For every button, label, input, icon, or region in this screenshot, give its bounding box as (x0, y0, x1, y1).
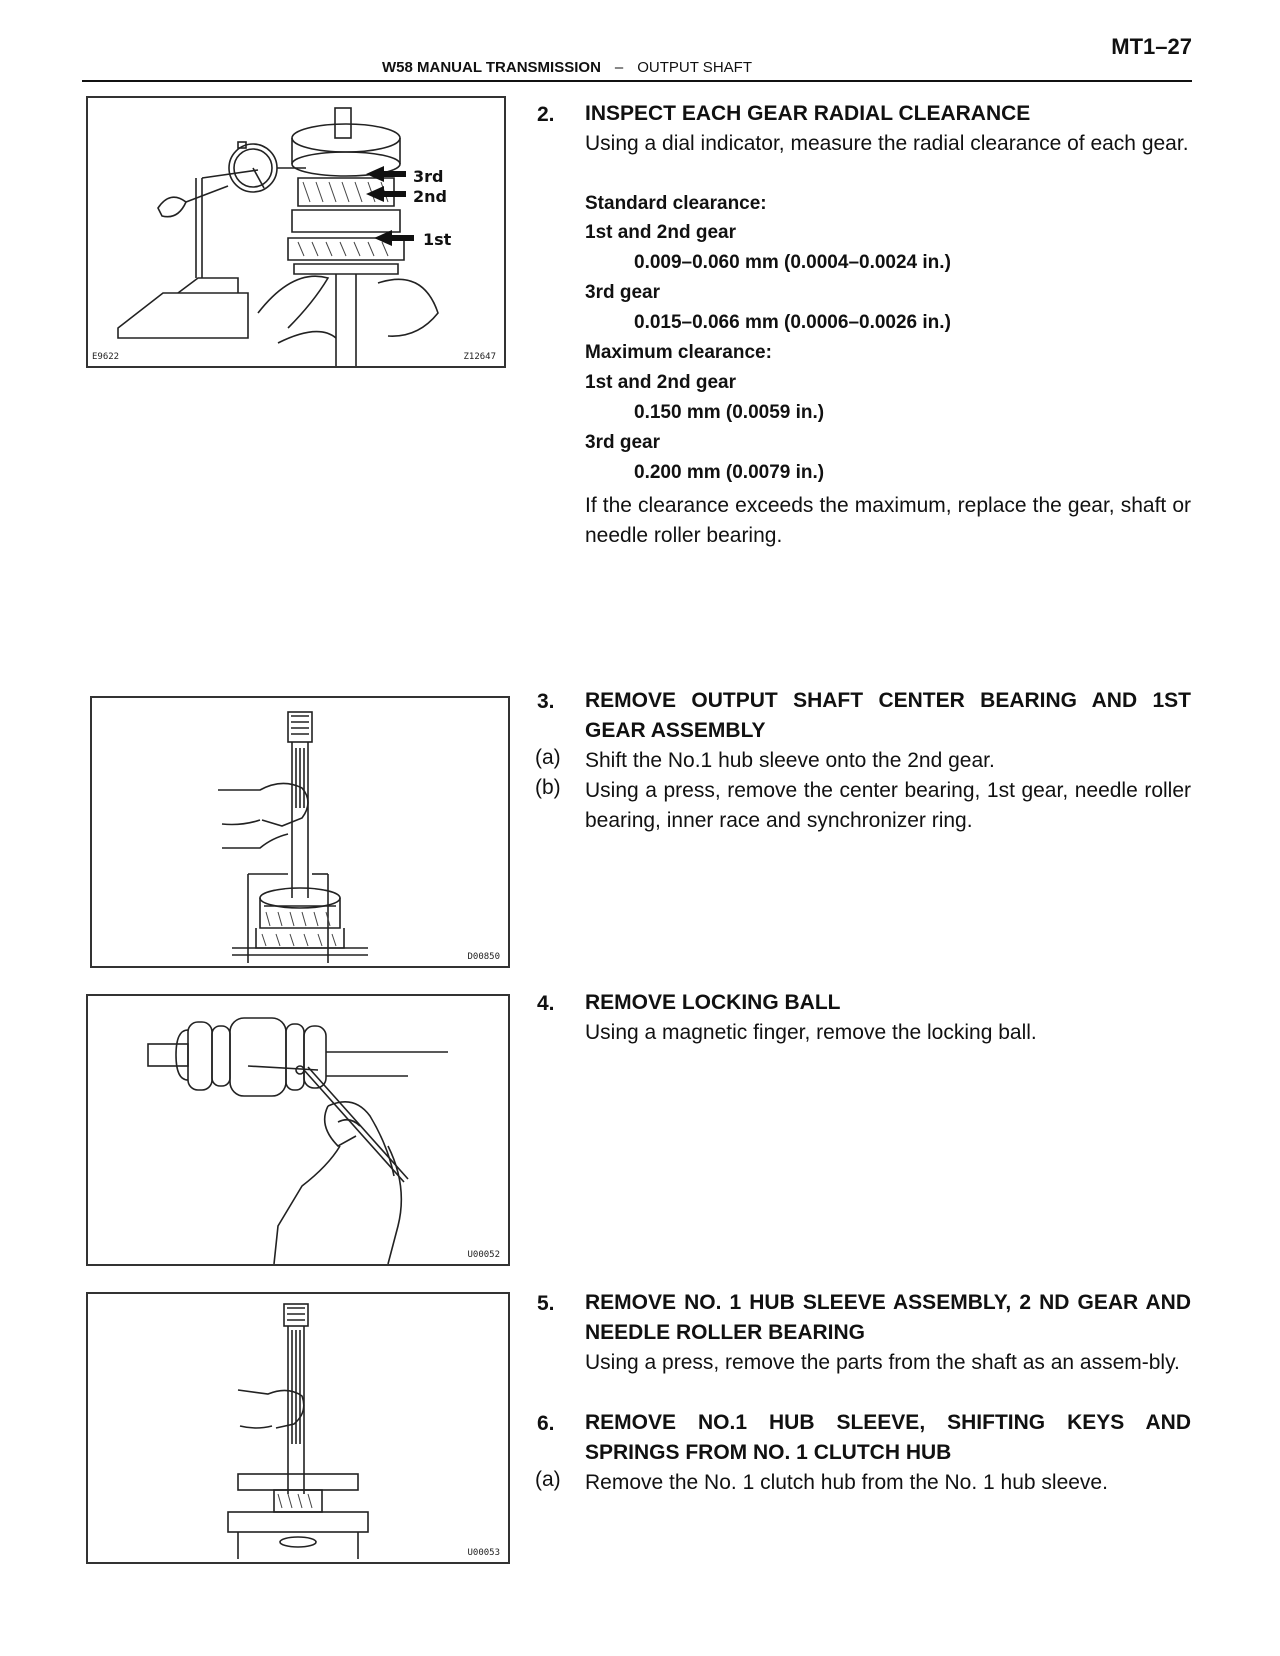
max-clearance-label: Maximum clearance: (585, 342, 772, 363)
figure-code-left: E9622 (92, 352, 120, 362)
step-6-title: REMOVE NO.1 HUB SLEEVE, SHIFTING KEYS AND SPRINGS FROM NO. 1 CLUTCH HUB (585, 1411, 1191, 1464)
step-6-number: 6. (537, 1412, 555, 1435)
step-3-number: 3. (537, 690, 555, 713)
step-4-body: Using a magnetic finger, remove the locking ball. (585, 1021, 1037, 1044)
press-bearing-illustration (92, 698, 508, 966)
std-3rd-value: 0.015–0.066 mm (0.0006–0.0026 in.) (634, 312, 951, 333)
step-3a-text: Shift the No.1 hub sleeve onto the 2nd gear. (585, 749, 995, 772)
press-hub-sleeve-illustration (88, 1294, 508, 1562)
step-2-title: INSPECT EACH GEAR RADIAL CLEARANCE (585, 102, 1031, 125)
header-section-bold: W58 MANUAL TRANSMISSION (382, 59, 601, 76)
std-1st-2nd-label: 1st and 2nd gear (585, 222, 736, 243)
max-1st-2nd-value: 0.150 mm (0.0059 in.) (634, 402, 825, 423)
page-number: MT1–27 (1111, 34, 1192, 59)
step-6a-text: Remove the No. 1 clutch hub from the No. 1 hub sleeve. (585, 1471, 1108, 1494)
step-4-title: REMOVE LOCKING BALL (585, 991, 841, 1014)
step-3b-text: Using a press, remove the center bearing, 1st gear, needle roller bearing, inner race and synchronizer ring. (585, 779, 1191, 832)
step-2-number: 2. (537, 103, 555, 126)
step-2-body: Using a dial indicator, measure the radial clearance of each gear. (585, 132, 1189, 155)
max-1st-2nd-label: 1st and 2nd gear (585, 372, 736, 393)
label-2nd: 2nd (413, 187, 447, 206)
header-section: OUTPUT SHAFT (637, 59, 752, 76)
magnetic-finger-illustration (88, 996, 508, 1264)
step-6a-mark: (a) (535, 1468, 561, 1491)
header-dash: – (614, 59, 624, 76)
label-3rd: 3rd (413, 167, 444, 186)
step-3a-mark: (a) (535, 746, 561, 769)
dial-indicator-illustration (88, 98, 504, 366)
max-3rd-value: 0.200 mm (0.0079 in.) (634, 462, 825, 483)
step-5-number: 5. (537, 1292, 555, 1315)
std-1st-2nd-value: 0.009–0.060 mm (0.0004–0.0024 in.) (634, 252, 951, 273)
figure-code-right: U00052 (467, 1250, 500, 1260)
label-1st: 1st (423, 230, 452, 249)
figure-code-right: D00850 (467, 952, 500, 962)
std-3rd-label: 3rd gear (585, 282, 660, 303)
figure-code-right: U00053 (467, 1548, 500, 1558)
step-3b-mark: (b) (535, 776, 561, 799)
figure-magnetic-finger (86, 994, 510, 1266)
step-2-note: If the clearance exceeds the maximum, replace the gear, shaft or needle roller bearing. (585, 494, 1191, 547)
figure-press-center-bearing (90, 696, 510, 968)
figure-dial-indicator (86, 96, 506, 368)
step-4-number: 4. (537, 992, 555, 1015)
figure-press-hub-sleeve (86, 1292, 510, 1564)
std-clearance-label: Standard clearance: (585, 193, 767, 214)
step-5-body: Using a press, remove the parts from the shaft as an assem-bly. (585, 1351, 1180, 1374)
header-rule (82, 80, 1192, 82)
max-3rd-label: 3rd gear (585, 432, 660, 453)
figure-code-right: Z12647 (463, 352, 496, 362)
running-header (382, 59, 752, 76)
step-5-title: REMOVE NO. 1 HUB SLEEVE ASSEMBLY, 2 ND GEAR AND NEEDLE ROLLER BEARING (585, 1291, 1191, 1344)
step-3-title: REMOVE OUTPUT SHAFT CENTER BEARING AND 1ST GEAR ASSEMBLY (585, 689, 1191, 742)
